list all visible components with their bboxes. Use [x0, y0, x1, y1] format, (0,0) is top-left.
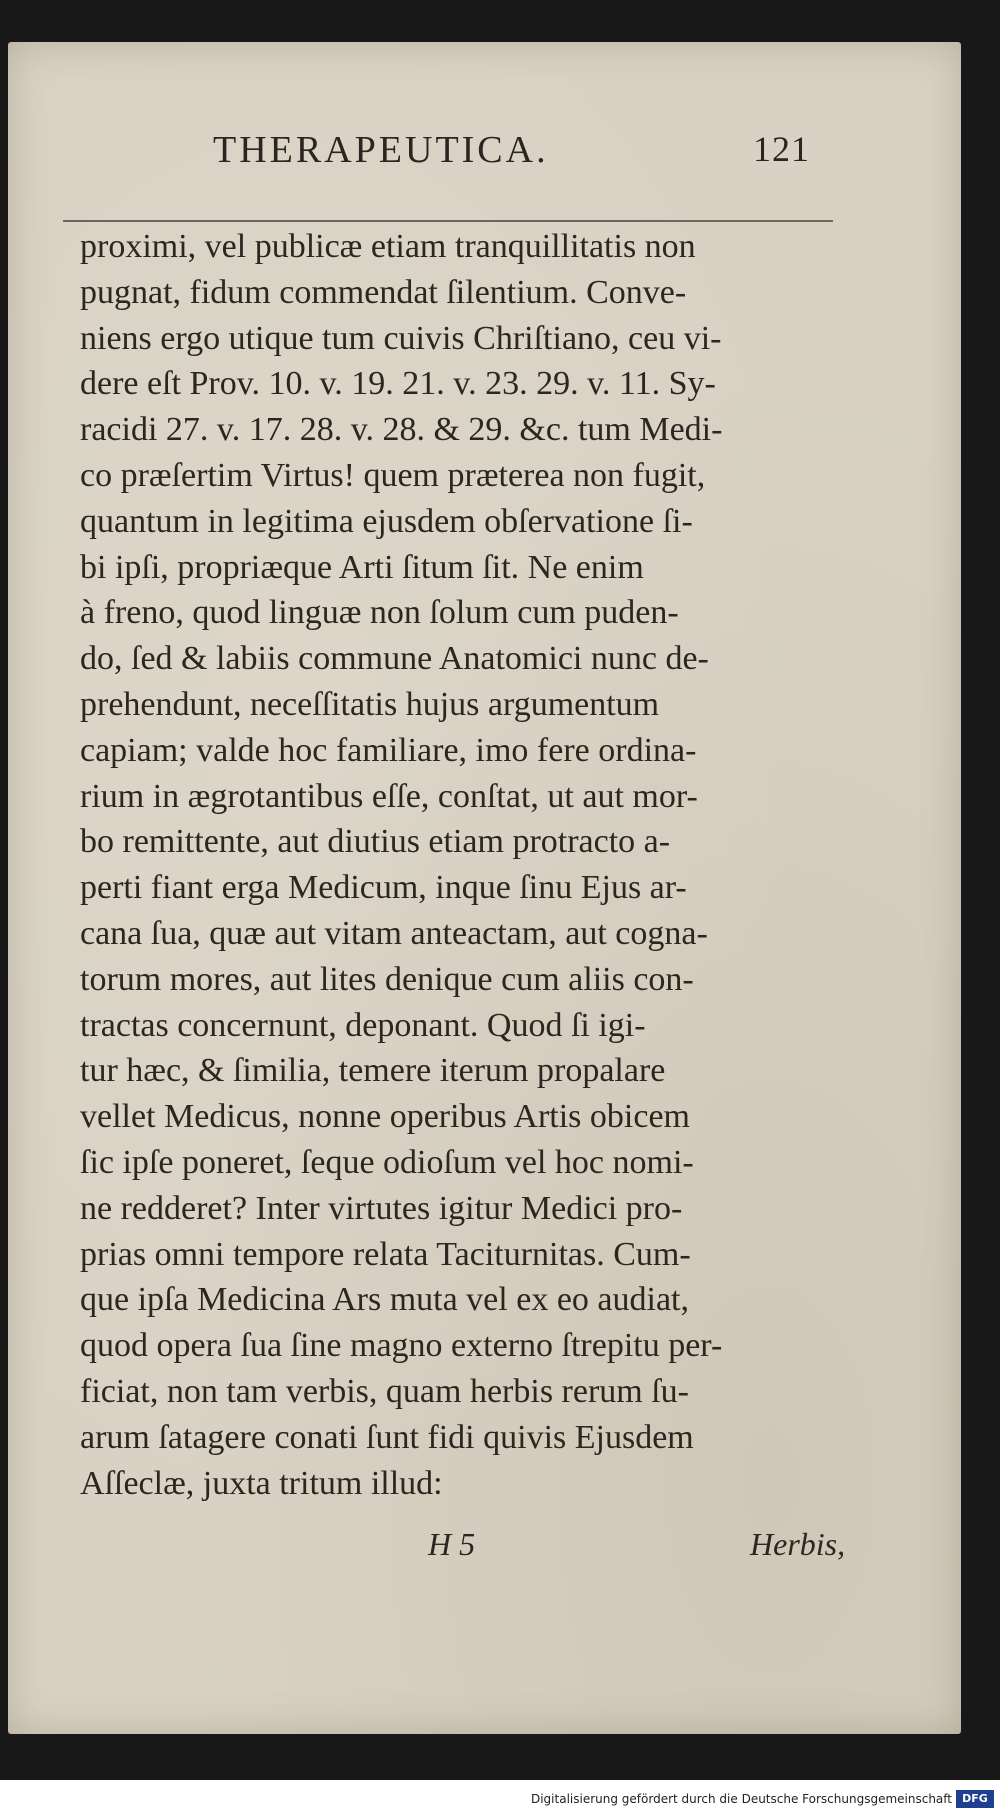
signature-mark: H 5 [428, 1526, 476, 1562]
text-line: à freno, quod linguæ non ſolum cum puden- [80, 594, 679, 632]
text-line: prehendunt, neceſſitatis hujus argumentum [80, 685, 660, 723]
running-title: THERAPEUTICA. [213, 129, 549, 171]
digitization-footer [0, 1780, 1000, 1820]
text-line: capiam; valde hoc familiare, imo fere ordina- [80, 731, 697, 769]
text-line: arum ſatagere conati ſunt fidi quivis Ejusdem [80, 1418, 694, 1456]
text-line: niens ergo utique tum cuivis Chriſtiano, ceu vi- [80, 319, 722, 357]
page-header [8, 128, 961, 188]
text-line: pugnat, fidum commendat ſilentium. Conve- [80, 273, 687, 311]
funding-credit: Digitalisierung gefördert durch die Deutsche Forschungsgemeinschaft [530, 1792, 952, 1806]
text-line: bi ipſi, propriæque Arti ſitum ſit. Ne enim [80, 548, 644, 586]
text-line: do, ſed & labiis commune Anatomici nunc de- [80, 640, 709, 678]
text-line: Aſſeclæ, juxta tritum illud: [80, 1464, 443, 1502]
dfg-logo-icon: DFG [956, 1790, 994, 1808]
header-rule [63, 220, 833, 222]
text-line: proximi, vel publicæ etiam tranquillitatis non [80, 228, 696, 265]
text-line: quantum in legitima ejusdem obſervatione ſi- [80, 502, 693, 540]
text-line: vellet Medicus, nonne operibus Artis obicem [80, 1098, 690, 1136]
page-foot [8, 1526, 961, 1576]
catchword: Herbis, [750, 1526, 846, 1562]
text-line: perti fiant erga Medicum, inque ſinu Ejus ar- [80, 869, 687, 907]
text-line: bo remittente, aut diutius etiam protracto a- [80, 823, 671, 861]
text-line: prias omni tempore relata Taciturnitas. Cum- [80, 1235, 691, 1273]
text-line: ficiat, non tam verbis, quam herbis rerum ſu- [80, 1372, 689, 1410]
text-line: quod opera ſua ſine magno externo ſtrepitu per- [80, 1327, 723, 1365]
text-line: ne redderet? Inter virtutes igitur Medici pro- [80, 1189, 683, 1227]
text-line: co præſertim Virtus! quem præterea non fugit, [80, 456, 706, 494]
text-line: rium in ægrotantibus eſſe, conſtat, ut aut mor- [80, 777, 698, 815]
text-line: ſic ipſe poneret, ſeque odioſum vel hoc nomi- [80, 1143, 694, 1181]
text-line: tractas concernunt, deponant. Quod ſi igi- [80, 1006, 646, 1044]
text-line: tur hæc, & ſimilia, temere iterum propalare [80, 1052, 666, 1090]
text-line: torum mores, aut lites denique cum aliis con- [80, 960, 694, 998]
text-line: racidi 27. v. 17. 28. v. 28. & 29. &c. tum Medi- [80, 411, 723, 449]
book-page [8, 42, 961, 1734]
text-line: cana ſua, quæ aut vitam anteactam, aut cogna- [80, 914, 708, 952]
text-line: dere eſt Prov. 10. v. 19. 21. v. 23. 29. v. 11. Sy- [80, 365, 716, 403]
page-number: 121 [753, 129, 810, 169]
text-line: que ipſa Medicina Ars muta vel ex eo audiat, [80, 1281, 689, 1319]
body-text [80, 224, 840, 1506]
